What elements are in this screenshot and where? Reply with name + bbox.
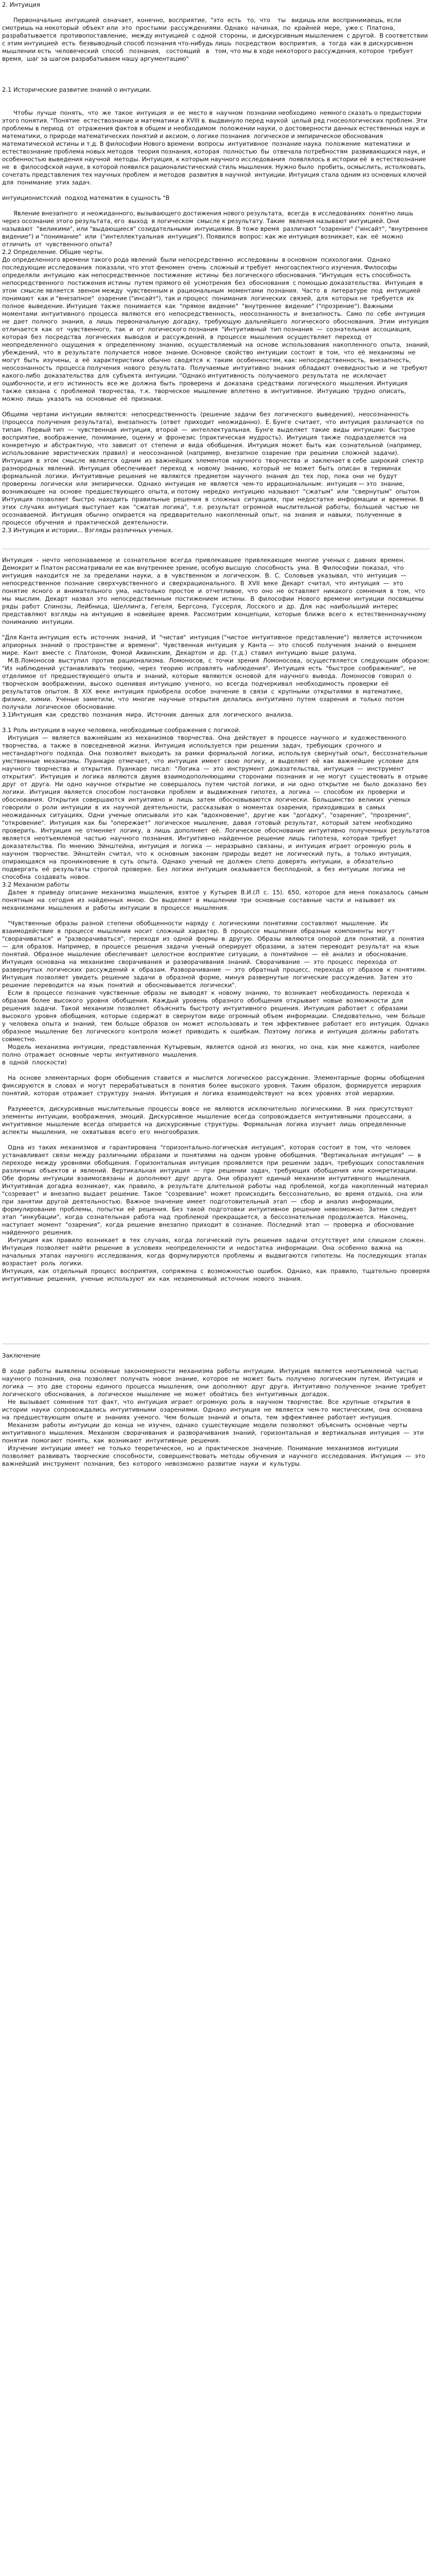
body-paragraph: В ходе работы выявлены основные закономерности механизма работы интуиции. Интуиция является неотъемлемой частью научного познания, она позволяет получать новое знание, которое не может быть получено логическим путем. Интуиция и логика — это две стороны единого процесса мышления, они дополняют друг друга. Интуитивно полученное знание требует логического обоснования, а логическое мышление не может обойтись без интуитивных догадок. [2,1367,430,1398]
section-history [2,86,433,534]
body-paragraph: "Чувственные образы разной степени обобщенности наряду с логическими понятиями составляют мышление. Их взаимодействие в процессе мышления носит сложный характер. В процессе мышления образные компоненты могут "сворачиваться" и "разворачиваться", переходя из одной формы в другую. Образы являются опорой для понятий, а понятия — для образов. Например, в процессе решения задачи ученый оперирует образами, а затем переводит результат на язык понятий. Образное мышление обеспечивает целостное восприятие ситуации, а понятийное — её анализ и обоснование. Интуиция основана на механизме сворачивания и разворачивания знаний. Сворачивание — это процесс перехода от развернутых логических рассуждений к образам. Разворачивание — это обратный процесс, перехода от образов к понятиям. Интуиция позволяет увидеть решение задачи в образной форме, минуя развернутые логические рассуждения. Затем это решение переводится на язык понятий и обосновывается логически". [2,920,430,989]
body-paragraph: Модель механизма интуиции, представленная Кутыревым, является одной из многих, но она, как мне кажется, наиболее полно отражает основные черты интуитивного мышления. [2,1043,424,1058]
body-paragraph: Механизм работы интуиции до конца не изучен, однако существующие модели позволяют объяснить основные черты интуитивного мышления. Механизм сворачивания и разворачивания знаний, горизонтальная и вертикальная интуиция — эти понятия помогают понять, как возникают интуитивные решения. [2,1421,428,1444]
section-heading-conclusion: Заключение [2,1352,41,1359]
body-paragraph: Если в процессе познания чувственные образы не выводят к новому знанию, то возникает необходимость перехода к образам более высокого уровня обобщения. Каждый уровень образного обобщения открывает новые возможности для решения задачи. Такой механизм позволяет объяснить быстроту интуитивного решения. Интуиция работает с образами высокого уровня обобщения, которые содержат в свернутом виде огромный объем информации. Следовательно, чем больше у человека опыта и знаний, тем больше образов он может использовать и тем эффективнее работает его интуиция. Однако образное мышление без логического контроля может приводить к ошибкам. Поэтому логика и интуиция должны работать совместно. [2,989,433,1043]
body-paragraph: Чтобы лучше понять, что же такое интуиция и ее место в научном познании необходимо немного сказать о предыстории этого понятия. "Понятие естествознание и математики в XVIII в. выдвинуло перед наукой целый ряд гносеологических проблем. Эти проблемы в период от отражения фактов в общем и необходимом положении науки, о достоверности данных естественных наук и математики, о природе математических понятий и аксиом, о логике познания логическое и эмпирическое обоснования математической истины и т.д. В философии Нового времени вопросы интуитивное познание наука положение математики и естествознание проблема новых методов теория познания, которая полностью бы отвечала потребностям развивающихся наук, и особенностью выведения научной методы. Интуиция, к которым научного исследования появлялось в истории её в естествознание не в философской науке, в которой появился рационалистический стиль мышления. Нужно было пробить, осмыслить, истолковать, сочетать представления тех научных проблем и методов развития в научной интуиции. Интуиция стала одним из основных ключей для понимание этих задач. [2,109,430,186]
body-paragraph: На основе элементарных форм обобщения ставится и мыслится логическое рассуждение. Элементарные формы обобщения фиксируются в словах и могут перерабатываться в понятия более высокого уровня. Таким образом, формируется иерархия понятий, которая отражает структуру знания. Интуиция и логика взаимодействуют на всех уровнях этой иерархии. [2,1074,428,1097]
intro-paragraph: Первоначально интуицией означает, конечно, восприятие, "это есть то, что ты видишь или воспринимаешь, если смотришь на некоторый объект или это простыми рассуждениями. Однако начиная, по крайней мере, уже с Платона, разрабатывается противопоставление, между интуицией с одной стороны, и дискурсивным мышлением с другой. В соответствии с этим интуицией есть безвыводный способ познания что-нибудь лишь посредством восприятия, а тогда как в дискурсивном мышлении есть человеческий способ познания, состоящий в том, что мы в ходе некоторого рассуждения, которое требует время, шаг за шагом разрабатываем нашу аргументацию" [2,16,430,62]
body-paragraph: "Для Канта интуиция есть источник знаний, И "чистая" интуиция ("чистое интуитивное представление") является источником априорных знаний о пространстве и времени". Чувственная интуиция у Канта — это способ получения знаний о внешнем мире. Кант вместе с Платоном, Фомой Аквинским, Декартом и др. (т.д.) ставил интуицию выше разума. [2,634,426,656]
body-paragraph: Интуиция - нечто непознаваемое и сознательное всегда привлекавшее привлекающее многие ученых с давних времен. [2,556,405,564]
subsection-heading-definition: 2.2 Определение. Общие черты. [2,248,104,256]
body-paragraph: Одна из таких механизмов и гарантирована "горизонтально-логическая интуиция", которая состоит в том, что человек устанавливает связи между различными образами и понятиями на одном уровне обобщения. "Вертикальная интуиция" — в переходе между уровнями обобщения. Горизонтальная интуиция проявляется при решении задач, требующих сопоставления различных объектов и явлений. Вертикальная интуиция — при решении задач, требующих обобщения или конкретизации. Обе формы интуиции взаимосвязаны и дополняют друг друга. Они образуют единый механизм интуитивного мышления. Интуитивная догадка возникает, как правило, в результате длительной работы над проблемой, когда накопленный материал "созревает" и внезапно выдает решение. Такое "созревание" может происходить бессознательно, во время отдыха, сна или при занятии другой деятельностью. Важное значение имеет подготовительный этап — сбор и анализ информации, формулирование проблемы, попытки её решения. Без такой подготовки интуитивное решение невозможно. Затем следует этап "инкубации", когда сознательная работа над проблемой прекращается, а бессознательная продолжается. Наконец, наступает момент "озарения", когда решение внезапно приходит в сознание. Последний этап — проверка и обоснование найденного решения. [2,1144,432,1236]
body-paragraph: Интуиция — является важнейшим из механизмов творчества. Она действует в процессе научного и художественного творчества, а также в повседневной жизни. Интуиция используется при решении задач, требующих срочного и нестандартного подхода. Она позволяет выходить за рамки формальной логики, используя свернутый опыт, бессознательные умственные механизмы. Пуанкаре отмечает, что интуиция имеет свою логику, и выделяет её как важнейшее условие для научного творчества и открытия. Пуанкаре писал: "Логика — это инструмент доказательства, интуиция — инструмент открытия". Интуиция и логика являются двумя взаимодополняющими сторонами познания и не могут существовать в отрыве друг от друга. Ни одно научное открытие не совершалось путем чистой логики, и ни одно открытие не было доказано без логики. Интуиция является способом постановки проблем и выдвижения гипотез, а логика — способом их проверки и обоснования. Открытия совершаются интуитивно и лишь затем обосновываются логически. Большинство великих ученых говорили о роли интуиции в их научной деятельности, рассказывая о моментах озарения, приходивших в самых неожиданных ситуациях. Одни ученые описывали это как "вдохновение", другие как "догадку", "озарение", "прозрение", "откровение". Интуиция как бы "опережает" логическое мышление, давая готовый результат, который затем необходимо проверить. Интуиция не отменяет логику, а лишь дополняет её. Логическое обоснование интуитивно полученных результатов является неотъемлемой частью научного познания. Интуитивно найденное решение лишь гипотеза, которая требует доказательства. По мнению Эйнштейна, интуиция и логика — неразрывно связаны, и интуиция играет огромную роль в научном творчестве. Эйнштейн считал, что к основным законам природы ведет не логический путь, а только интуиция, опирающаяся на проникновение в суть опыта. Однако ученый не должен слепо доверять интуиции, а обязательно подвергать её результаты строгой проверке. Без логики интуиция оказывается бесплодной, а без интуиции логика не способна создавать новое. [2,734,434,880]
body-paragraph: в одной плоскости) [2,1059,67,1066]
body-paragraph: Общими чертами интуиции являются: непосредственность (решение задачи без логического выведения), неосознанность (процесса получения результата), внезапность (ответ приходит неожиданно). Е. Бунге считает, что интуиция различается по типам. Первый тип — чувственная интуиция, второй — интеллектуальная. Бунге выделяет такие виды интуиции: быстрое восприятие, воображение, понимание, оценку и фронезис (практическая мудрость). Интуиция также подразделяется на конкретную и абстрактную, что зависит от степени и вида обобщения. Интуиция может быть как сознательной (например, использование эвристических правил) и неосознанной (например, внезапное озарение при решении сложной задачи). Интуиция в этом смысле является одним из важнейших элементов научного творчества и заключает в себе широкий спектр разнородных явлений. Интуиция обеспечивает переход к новому знанию, который не может быть описан в терминах формальной логики. Интуитивные решения не являются предметом научного знания до тех пор, пока они не будут проверены логически или эмпирически. Однако интуиция не является чем-то иррациональным: интуиция — это знание, возникающее на основе предшествующего опыта, и потому нередко интуицию называют "сжатым" или "свернутым" опытом. Интуиция позволяет быстро находить правильные решения в сложных ситуациях, при недостатке информации и времени. В этих случаях интуиция выступает как "сжатая логика", т.е. результат огромной мыслительной работы, большей частью не осознаваемой. Интуиция обычно опирается на предварительно накопленный опыт, на знания и навыки, полученные в процессе обучения и практической деятельности. [2,411,428,526]
body-paragraph: Интуиция как правило возникает в тех случаях, когда логический путь решения задачи отсутствует или слишком сложен. Интуиция позволяет найти решение в условиях неопределенности и недостатка информации. Она особенно важна на начальных этапах научного исследования, когда формулируются проблемы и выдвигаются гипотезы. На последующих этапах возрастает роль логики. [2,1236,431,1267]
body-paragraph: Изучение интуиции имеет не только теоретическое, но и практическое значение. Понимание механизмов интуиции позволяет развивать творческие способности, совершенствовать методы обучения и научного исследования. Интуиция — это важнейший инструмент познания, без которого невозможно развитие науки и культуры. [2,1445,429,1467]
document-title: 2. Интуиция [2,1,40,8]
body-paragraph: Не вызывает сомнения тот факт, что интуиция играет огромную роль в научном творчестве. Все крупные открытия в истории науки сопровождались интуитивными озарениями. Однако интуиция не является чем-то мистическим, она основана на предшествующем опыте и знаниях ученого. Чем больше знаний и опыта, тем эффективнее работает интуиция. [2,1398,427,1421]
body-paragraph: Далее я приведу описание механизма мышления, взятое у Кутырев В.И.(Л с. 15). 650, которое для меня показалось самым понятным на сегодня из найденных мною. Он выделяет в мышлении три основные составные части и называет их механизмами мышления и работы интуиции в процессе мышления. [2,889,432,911]
section-views [2,556,434,1283]
body-paragraph: интуиционистский подход математик в сущность "В [2,194,170,201]
body-paragraph: Демокрит и Платон рассматривали ее как внутреннее зрение, особую высшую способность ума. В Философии показал, что интуиция находится не за пределами науки, а в чувственном и логическом. В. С. Соловьев указывал, что интуиция — непосредственное познание сверхчувственного и сверхрационального. В XVII веке Декарт считал, что интуиция — это понятие ясного и внимательного ума, настолько простое и отчетливое, что оно не оставляет никакого сомнения в том, что мы мыслим. Декарт назвал это непосредственным постижением истины. В философии Нового времени интуиции посвящены ряды работ Спинозы, Лейбница, Шеллинга, Гегеля, Бергсона, Гуссерля, Лосского и др. Для нас наибольший интерес представляют взгляды на интуицию в новейшее время. Рассмотрим концепции, которые ближе всего к естественнонаучному пониманию интуиции. [2,564,430,625]
subsection-heading-means: 3.1Интуиция как средство познания мира. Источник данных для логического анализа. [2,711,293,718]
subsection-heading-scientists: 2.3 Интуиция и истории... Взгляды различных ученых. [2,527,173,534]
subsection-heading-role: 3.1 Роль интуиции в науке человека, необходимые соображения с логикой. [2,726,241,734]
subsection-heading-mechanism: 3.2 Механизм работы [2,881,69,888]
body-paragraph: Явление внезапного и неожиданного, вызывающего достижения нового результата, всегда в исследованиях понятно лишь через осознание этого результата, его выход в логическом смысле к результату. Такие явления называют интуицией. Они называют "великими", или "выдающиеся" созидательными интуициями. В тоже время различают "озарение" ("инсайт", "внутреннее видение") и "понимание" или ("интеллектуальная интуиция"). Появился вопрос: как же интуиция возникает, как её можно отличить от чувственного опыта? [2,210,432,248]
body-paragraph: Интуиция, как отдельный процесс восприятия, сопряжена с возможностью ошибок. Однако, как правило, тщательно проверяя интуитивные решения, ученые используют их как незаменимый источник нового знания. [2,1267,434,1282]
intro-section [2,16,430,63]
section-conclusion [2,1352,430,1468]
section-heading-history: 2.1 Исторические развитие знаний о интуиции. [2,86,152,93]
body-paragraph: М.В.Ломоносов выступил против рационализма. Ломоносов, с точки зрения Ломоносова, осуществляется следующим образом: "Из наблюдений устанавливать теорию, через теорию исправлять наблюдения". Интуиция есть "быстрое соображение", не отделимое от предшествующего опыта и знаний, которые являются основой для научного вывода. Ломоносов говорил о творческом воображении, высоко оценивая интуицию ученого, но всегда подчеркивал необходимость проверки её результатов опытом. В XIX веке интуиция приобрела особое значение в связи с крупными открытиями в математике, физике, химии. Ученые заметили, что многие научные открытия делались интуитивно путем озарения и только потом получали логическое обоснование. [2,657,434,710]
body-paragraph: Разумеется, дискурсивные мыслительные процессы вовсе не являются исключительно логическими. В них присутствуют элементы интуиции, воображения, эмоций. Дискурсивное мышление всегда сопровождается интуитивными процессами, а интуитивное мышление всегда опирается на дискурсивные структуры. Формальная логика изучает лишь определенные аспекты мышления, не охватывая всего его многообразия. [2,1105,417,1136]
body-paragraph: До определенного времени такого рода явлений были непосредственно исследованы в основном психологами. Однако последующие исследования показали, что этот феномен очень сложный и требует многоаспектного изучения. Философы определяли интуицию как непосредственное постижение истины без логического обоснования. "Интуиция есть способность непосредственного постижения истины путем прямого её усмотрения без обоснования с помощью доказательства. Интуиция в этом смысле является звеном между чувственным и рациональным моментами познания. Часто в литературе под интуицией понимают как и "внезапное" озарение ("инсайт"), так и процесс понимания логических связей, для которых не требуется их полное выведение. Интуиция также понимается как "прямое видение" "внутреннее видение" ("прозрение"). Важными моментами интуитивного процесса являются его непосредственность, неосознанность и внезапность. Само по себе интуиция не дает полного знания, а лишь первоначальную догадку, требующую дальнейшего логического обоснования. Этим интуиция отличается как от чувственного, так и от логического познания "Интуитивный тип познания — сознательная ассоциация, которая без посредства логических выводов и рассуждений, в процессе мышления осуществляет переход от неопределенного ощущения к определенному знанию, осуществляемый на основе использования накопленного опыта, знаний, убеждений, что в результате получается новое знание. Основное свойство интуиции состоит в том, что её механизмы не могут быть изучены, а её характеристики обычно сводятся к таким особенностям, как: непосредственность, внезапность, неосознанность процесса получения нового результата. Получаемые интуитивно знания обладают очевидностью и не требуют какого-либо доказательства для субъекта интуиции. "Однако интуитивность получаемого результата не исключает ошибочности, и его истинность все же должна быть проверена и доказана средствами логического мышления. Интуиция также связана с проблемой творчества, т.к. творческое мышление вплетено в интуитивное. Интуицию трудно описать, можно лишь указать на основные её признаки. [2,256,433,402]
